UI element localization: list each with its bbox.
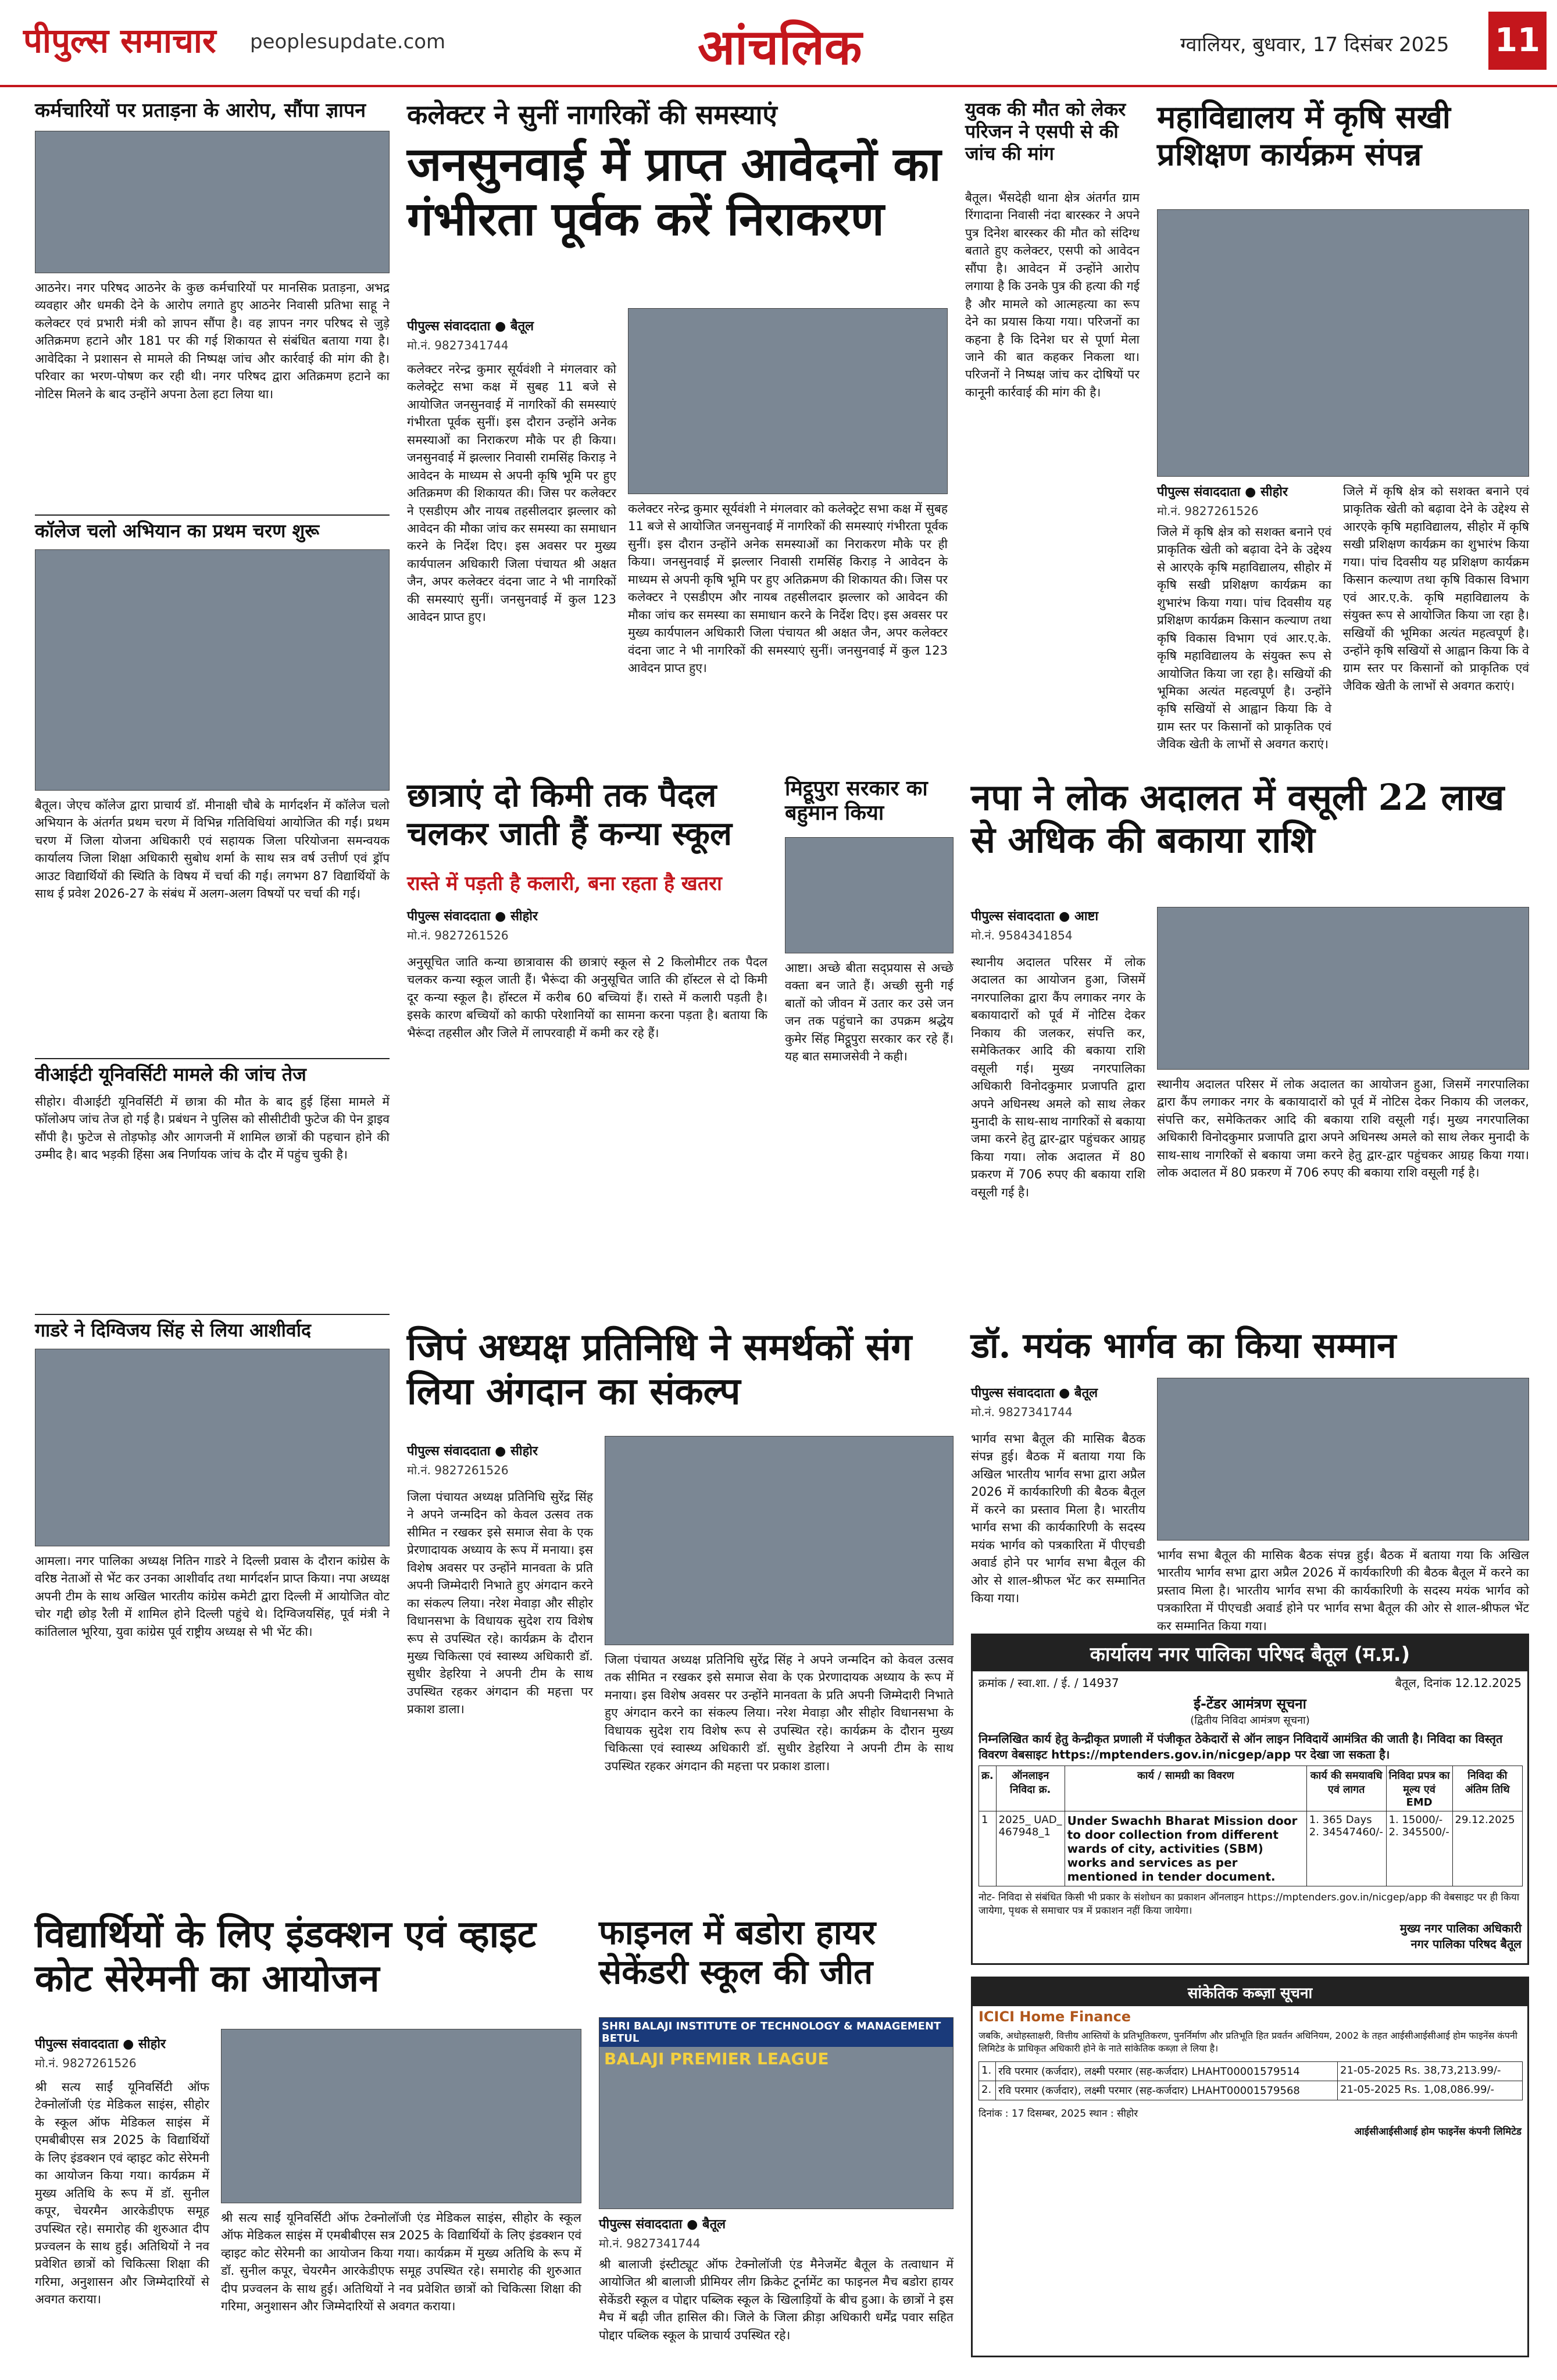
tender-note: नोट- निविदा से संबंधित किसी भी प्रकार के संशोधन का प्रकाशन ऑनलाइन https://mptenders.gov.in/nicgep/app की वेबसाइट पर ही किया जायेगा, पृथक से समाचार पत्र में प्रकाशन नहीं किया जायेगा।	[979, 1892, 1520, 1917]
story5-mobile: मो.नं. 9827341744	[407, 338, 509, 352]
story11-headline: जिपं अध्यक्ष प्रतिनिधि ने समर्थकों संग लिया अंगदान का संकल्प	[407, 1325, 912, 1413]
story11-photo	[605, 1436, 954, 1645]
classified-footer: दिनांक : 17 दिसम्बर, 2025 स्थान : सीहोर	[979, 2107, 1138, 2120]
tender-cell: 1. 365 Days 2. 34547460/-	[1306, 1811, 1386, 1886]
story6-body: बैतूल। भैंसदेही थाना क्षेत्र अंतर्गत ग्राम रिंगादाना निवासी नंदा बारस्कर ने अपने पुत्र दिनेश बारस्कर की मौत को संदिग्ध बताते हुए कलेक्टर, एसपी को आवेदन सौंपा है। आवेदन में उन्होंने आरोप लगाया है कि उनके पुत्र की हत्या की गई है और मामले को आत्महत्या का रूप देने का प्रयास किया गया। परिजनों का कहना है कि दिनेश घर से पूर्णा मेला जाने की बात कहकर निकला था। परिजनों ने निष्पक्ष जांच कर दोषियों पर कानूनी कार्रवाई की मांग की है।	[965, 191, 1140, 399]
story5-headline: जनसुनवाई में प्राप्त आवेदनों का गंभीरता पूर्वक करें निराकरण	[407, 137, 941, 246]
icici-logo: ICICI Home Finance	[979, 2009, 1131, 2025]
story8-headline: छात्राएं दो किमी तक पैदल चलकर जाती हैं कन्या स्कूल	[407, 776, 732, 853]
story13-body: श्री सत्य साईं यूनिवर्सिटी ऑफ टेक्नोलॉजी एंड मेडिकल साइंस, सीहोर के स्कूल ऑफ मेडिकल साइंस में एमबीबीएस सत्र 2025 के विद्यार्थियों के लिए इंडक्शन एवं व्हाइट कोट सेरेमनी का आयोजन किया गया। कार्यक्रम में मुख्य अतिथि के रूप में डॉ. सुनील कपूर, चेयरमैन आरकेडीएफ समूह उपस्थित रहे। समारोह की शुरुआत दीप प्रज्वलन के साथ हुई। अतिथियों ने नव प्रवेशित छात्रों को चिकित्सा शिक्षा की गरिमा, अनुशासन और जिम्मेदारियों से अवगत कराया।	[35, 2080, 209, 2307]
story2-headline: कॉलेज चलो अभियान का प्रथम चरण शुरू	[35, 520, 320, 542]
story8-body: अनुसूचित जाति कन्या छात्रावास की छात्राएं स्कूल से 2 किलोमीटर तक पैदल चलकर कन्या स्कूल जाती हैं। भैरूंदा की अनुसूचित जाति की हॉस्टल से दो किमी दूर कन्या स्कूल है। हॉस्टल में करीब 60 बच्चियां हैं। रास्ते में कलारी पड़ती है। इसके कारण बच्चियों को काफी परेशानियों का सामना करना पड़ता है। बताया कि भैरूंदा तहसील और जिले में लापरवाही में कमी कर रहे हैं।	[407, 955, 767, 1040]
tender-col: क्र.	[979, 1766, 997, 1811]
tender-date: बैतूल, दिनांक 12.12.2025	[1395, 1676, 1522, 1690]
classified-cell: 2.	[979, 2081, 996, 2100]
story3-headline: वीआईटी यूनिवर्सिटी मामले की जांच तेज	[35, 1063, 306, 1085]
story1-photo	[35, 131, 390, 273]
story12-headline: डॉ. मयंक भार्गव का किया सम्मान	[971, 1325, 1397, 1366]
tender-col: निविदा प्रपत्र का मूल्य एवं EMD	[1386, 1766, 1452, 1811]
story7-photo	[1157, 209, 1529, 477]
story12-photo	[1157, 1378, 1529, 1541]
story12-body: भार्गव सभा बैतूल की मासिक बैठक संपन्न हुई। बैठक में बताया गया कि अखिल भारतीय भार्गव सभा द्वारा अप्रैल 2026 में कार्यकारिणी की बैठक बैतूल में करने का प्रस्ताव मिला है। भारतीय भार्गव सभा की कार्यकारिणी के सदस्य मयंक भार्गव को पत्रकारिता में पीएचडी अवार्ड होने पर भार्गव सभा बैतूल की ओर से शाल-श्रीफल भेंट कर सम्मानित किया गया।	[971, 1432, 1145, 1605]
classified-cell: 21-05-2025 Rs. 38,73,213.99/-	[1338, 2061, 1523, 2081]
classified-sign: आईसीआईसीआई होम फाइनेंस कंपनी लिमिटेड	[1354, 2125, 1522, 2138]
classified-cell: 21-05-2025 Rs. 1,08,086.99/-	[1338, 2081, 1523, 2100]
story7-mobile: मो.नं. 9827261526	[1157, 504, 1259, 518]
story10-body: स्थानीय अदालत परिसर में लोक अदालत का आयोजन हुआ, जिसमें नगरपालिका द्वारा कैंप लगाकर नगर के बकायादारों को पूर्व में नोटिस देकर निकाय की जलकर, संपत्ति कर, समेकितकर आदि की बकाया राशि वसूली गई। मुख्य नगरपालिका अधिकारी विनोदकुमार प्रजापति द्वारा अपने अधिनस्थ अमले को साथ लेकर मुनादी के साथ-साथ नागरिकों से बकाया जमा करने हेतु द्वार-द्वार पहुंचकर आग्रह किया गया। लोक अदालत में 80 प्रकरण में 706 रुपए की बकाया राशि वसूली गई है।	[971, 955, 1145, 1199]
story6-headline: युवक की मौत को लेकर परिजन ने एसपी से की जांच की मांग	[965, 98, 1126, 165]
story14-photo	[599, 2017, 954, 2209]
story7-byline: पीपुल्स संवाददाता ● सीहोर	[1157, 485, 1288, 499]
story8-byline: पीपुल्स संवाददाता ● सीहोर	[407, 909, 538, 924]
story5-body: कलेक्टर नरेन्द्र कुमार सूर्यवंशी ने मंगलवार को कलेक्ट्रेट सभा कक्ष में सुबह 11 बजे से आयोजित जनसुनवाई में नागरिकों की समस्याएं गंभीरता पूर्वक सुनीं। इस दौरान उन्होंने अनेक समस्याओं का निराकरण मौके पर ही किया। जनसुनवाई में झल्लार निवासी रामसिंह किराड़ ने आवेदन के माध्यम से अपनी कृषि भूमि पर हुए अतिक्रमण की शिकायत की। जिस पर कलेक्टर ने एसडीएम और नायब तहसीलदार झल्लार को आवेदन की मौका जांच कर समस्या का समाधान करने के निर्देश दिए। इस अवसर पर मुख्य कार्यपालन अधिकारी जिला पंचायत श्री अक्षत जैन, अपर कलेक्टर वंदना जाट ने भी नागरिकों की समस्याएं सुनीं। जनसुनवाई में कुल 123 आवेदन प्राप्त हुए।	[407, 362, 616, 624]
story8-mobile: मो.नं. 9827261526	[407, 928, 509, 942]
story14-body: श्री बालाजी इंस्टीट्यूट ऑफ टेक्नोलॉजी एंड मैनेजमेंट बैतूल के तत्वाधान में आयोजित श्री बालाजी प्रीमियर लीग क्रिकेट टूर्नामेंट का फाइनल मैच बडोरा हायर सेकेंडरी स्कूल व पोद्दार पब्लिक स्कूल के खिलाड़ियों के बीच हुआ। के छात्रों ने इस मैच में बढ़ी जीत हासिल की। जिले के जिला क्रीड़ा अधिकारी धर्मेंद्र पवार सहित पोद्दार पब्लिक स्कूल के प्राचार्य उपस्थित रहे।	[599, 2257, 954, 2342]
tender-table	[979, 1766, 1523, 1886]
classified-cell: रवि परमार (कर्जदार), लक्ष्मी परमार (सह-कर्जदार) LHAHT00001579568	[996, 2081, 1338, 2100]
story9-body: आष्टा। अच्छे बीता सद्प्रयास से अच्छे वक्ता बन जाते हैं। अच्छी सुनी गई बातों को जीवन में उतार कर उसे जन जन तक पहुंचाने का उपक्रम श्रद्धेय कुमेर सिंह मिट्ठूपुरा सरकार कर रहे हैं। यह बात समाजसेवी ने कही।	[785, 961, 954, 1064]
tender-col: कार्य की समयावधि एवं लागत	[1306, 1766, 1386, 1811]
story13-byline: पीपुल्स संवाददाता ● सीहोर	[35, 2037, 166, 2052]
story14-byline: पीपुल्स संवाददाता ● बैतूल	[599, 2217, 726, 2232]
tender-col: कार्य / सामग्री का विवरण	[1065, 1766, 1306, 1811]
table-row	[979, 2081, 1523, 2100]
story9-photo	[785, 837, 954, 953]
story10-mobile: मो.नं. 9584341854	[971, 928, 1073, 942]
table-row	[979, 1811, 1523, 1886]
tender-cell: 1	[979, 1811, 997, 1886]
story8-subhead: रास्ते में पड़ती है कलारी, बना रहता है खतरा	[407, 872, 722, 895]
classified-title: सांकेतिक कब्ज़ा सूचना	[973, 1978, 1527, 2006]
tender-cell: 1. 15000/- 2. 345500/-	[1386, 1811, 1452, 1886]
tender-cell: 2025_ UAD_ 467948_1	[996, 1811, 1065, 1886]
story10-byline: पीपुल्स संवाददाता ● आष्टा	[971, 909, 1099, 924]
story13-mobile: मो.नं. 9827261526	[35, 2056, 137, 2070]
story2-photo	[35, 549, 390, 791]
story11-body-continued: जिला पंचायत अध्यक्ष प्रतिनिधि सुरेंद्र सिंह ने अपने जन्मदिन को केवल उत्सव तक सीमित न रखकर इसे समाज सेवा के एक प्रेरणादायक अध्याय के रूप में मनाया। इस विशेष अवसर पर उन्होंने मानवता के प्रति अपनी जिम्मेदारी निभाते हुए अंगदान करने का संकल्प लिया। नरेश मेवाड़ा और सीहोर विधानसभा के विधायक सुदेश राय विशेष रूप से उपस्थित रहे। कार्यक्रम के दौरान मुख्य चिकित्सा एवं स्वास्थ्य अधिकारी डॉ. सुधीर डेहरिया ने अपनी टीम के साथ उपस्थित रहकर अंगदान की महत्ता पर प्रकाश डाला।	[605, 1653, 954, 1773]
story11-byline: पीपुल्स संवाददाता ● सीहोर	[407, 1444, 538, 1459]
tender-sign1: मुख्य नगर पालिका अधिकारी	[1399, 1921, 1522, 1935]
story5-photo	[628, 308, 948, 494]
story12-mobile: मो.नं. 9827341744	[971, 1405, 1073, 1419]
tender-title: कार्यालय नगर पालिका परिषद बैतूल (म.प्र.)	[973, 1635, 1527, 1671]
story1-body: आठनेर। नगर परिषद आठनेर के कुछ कर्मचारियों पर मानसिक प्रताड़ना, अभद्र व्यवहार और धमकी देने के आरोप लगाते हुए आठनेर निवासी प्रतिभा साहू ने कलेक्टर एवं प्रभारी मंत्री को ज्ञापन सौंपा है। वह ज्ञापन नगर परिषद से जुड़े अतिक्रमण हटाने और 181 पर की गई शिकायत से संबंधित बताया गया है। आवेदिका ने प्रशासन से मामले की निष्पक्ष जांच और कार्रवाई की मांग की है। परिवार का भरण-पोषण कर रही थी। नगर परिषद द्वारा अतिक्रमण हटाने का नोटिस मिलने के बाद उन्होंने अपना ठेला हटा लिया था।	[35, 281, 390, 401]
page-number: 11	[1488, 12, 1547, 70]
story9-headline: मिट्ठूपुरा सरकार का बहुमान किया	[785, 776, 928, 826]
section-title: आंचलिक	[698, 18, 862, 76]
story4-headline: गाडरे ने दिग्विजय सिंह से लिया आशीर्वाद	[35, 1319, 311, 1341]
dateline: ग्वालियर, बुधवार, 17 दिसंबर 2025	[1180, 33, 1449, 56]
classified-cell: 1.	[979, 2061, 996, 2081]
story7-headline: महाविद्यालय में कृषि सखी प्रशिक्षण कार्यक्रम संपन्न	[1157, 98, 1451, 173]
story14-banner: SHRI BALAJI INSTITUTE OF TECHNOLOGY & MANAGEMENT BETUL	[599, 2018, 953, 2047]
story11-body: जिला पंचायत अध्यक्ष प्रतिनिधि सुरेंद्र सिंह ने अपने जन्मदिन को केवल उत्सव तक सीमित न रखकर इसे समाज सेवा के एक प्रेरणादायक अध्याय के रूप में मनाया। इस विशेष अवसर पर उन्होंने मानवता के प्रति अपनी जिम्मेदारी निभाते हुए अंगदान करने का संकल्प लिया। नरेश मेवाड़ा और सीहोर विधानसभा के विधायक सुदेश राय विशेष रूप से उपस्थित रहे। कार्यक्रम के दौरान मुख्य चिकित्सा एवं स्वास्थ्य अधिकारी डॉ. सुधीर डेहरिया ने अपनी टीम के साथ उपस्थित रहकर अंगदान की महत्ता पर प्रकाश डाला।	[407, 1490, 593, 1717]
story10-headline: नपा ने लोक अदालत में वसूली 22 लाख से अधिक की बकाया राशि	[971, 776, 1505, 862]
story12-byline: पीपुल्स संवाददाता ● बैतूल	[971, 1386, 1098, 1400]
story13-body-continued: श्री सत्य साईं यूनिवर्सिटी ऑफ टेक्नोलॉजी एंड मेडिकल साइंस, सीहोर के स्कूल ऑफ मेडिकल साइंस में एमबीबीएस सत्र 2025 के विद्यार्थियों के लिए इंडक्शन एवं व्हाइट कोट सेरेमनी का आयोजन किया गया। कार्यक्रम में मुख्य अतिथि के रूप में डॉ. सुनील कपूर, चेयरमैन आरकेडीएफ समूह उपस्थित रहे। समारोह की शुरुआत दीप प्रज्वलन के साथ हुई। अतिथियों ने नव प्रवेशित छात्रों को चिकित्सा शिक्षा की गरिमा, अनुशासन और जिम्मेदारियों से अवगत कराया।	[221, 2211, 581, 2314]
story13-photo	[221, 2029, 581, 2203]
classified-notice	[971, 1977, 1529, 2357]
story11-mobile: मो.नं. 9827261526	[407, 1463, 509, 1477]
story5-kicker: कलेक्टर ने सुनीं नागरिकों की समस्याएं	[407, 99, 777, 130]
classified-body: जबकि, अधोहस्ताक्षरी, वित्तीय आस्तियों के प्रतिभूतिकरण, पुनर्निर्माण और प्रतिभूति हित प्रवर्तन अधिनियम, 2002 के तहत आईसीआईसीआई होम फाइनेंस कंपनी लिमिटेड के प्राधिकृत अधिकारी होने के नाते सांकेतिक कब्ज़ा ले लिया है।	[979, 2030, 1517, 2054]
divider	[35, 1058, 390, 1059]
tender-cell: 29.12.2025	[1452, 1811, 1522, 1886]
tender-notice	[971, 1634, 1529, 1965]
classified-table	[979, 2061, 1523, 2100]
story14-headline: फाइनल में बडोरा हायर सेकेंडरी स्कूल की जीत	[599, 1913, 876, 1992]
newspaper-logo: पीपुल्स समाचार	[23, 21, 216, 60]
website-link[interactable]: peoplesupdate.com	[250, 30, 446, 53]
story2-body: बैतूल। जेएच कॉलेज द्वारा प्राचार्य डॉ. मीनाक्षी चौबे के मार्गदर्शन में कॉलेज चलो अभियान के अंतर्गत प्रथम चरण में विभिन्न गतिविधियां आयोजित की गईं। प्रथम चरण में जिला योजना अधिकारी एवं सहायक जिला परियोजना समन्वयक कार्यालय जिला शिक्षा अधिकारी सुबोध शर्मा के साथ सत्र वर्ष उत्तीर्ण एवं ड्रॉप आउट विद्यार्थियों की स्थिति के विषय में चर्चा की गई। लगभग 87 विद्यार्थियों के साथ ई प्रवेश 2026-27 के संबंध में अलग-अलग विषयों पर चर्चा की गई।	[35, 798, 390, 901]
story10-photo	[1157, 907, 1529, 1070]
tender-cell: Under Swachh Bharat Mission door to door collection from different wards of city, activities (SBM) works and services as per mentioned in tender document.	[1065, 1811, 1306, 1886]
story4-photo	[35, 1349, 390, 1546]
story5-body-continued: कलेक्टर नरेन्द्र कुमार सूर्यवंशी ने मंगलवार को कलेक्ट्रेट सभा कक्ष में सुबह 11 बजे से आयोजित जनसुनवाई में नागरिकों की समस्याएं गंभीरता पूर्वक सुनीं। इस दौरान उन्होंने अनेक समस्याओं का निराकरण मौके पर ही किया। जनसुनवाई में झल्लार निवासी रामसिंह किराड़ ने आवेदन के माध्यम से अपनी कृषि भूमि पर हुए अतिक्रमण की शिकायत की। जिस पर कलेक्टर ने एसडीएम और नायब तहसीलदार झल्लार को आवेदन की मौका जांच कर समस्या का समाधान करने के निर्देश दिए। इस अवसर पर मुख्य कार्यपालन अधिकारी जिला पंचायत श्री अक्षत जैन, अपर कलेक्टर वंदना जाट ने भी नागरिकों की समस्याएं सुनीं। जनसुनवाई में कुल 123 आवेदन प्राप्त हुए।	[628, 502, 948, 675]
story14-banner2: BALAJI PREMIER LEAGUE	[604, 2049, 829, 2068]
tender-ref: क्रमांक / स्वा.शा. / ई. / 14937	[979, 1676, 1119, 1690]
story14-mobile: मो.नं. 9827341744	[599, 2236, 701, 2250]
story7-body-continued: जिले में कृषि क्षेत्र को सशक्त बनाने एवं प्राकृतिक खेती को बढ़ावा देने के उद्देश्य से आरएके कृषि महाविद्यालय, सीहोर में कृषि सखी प्रशिक्षण कार्यक्रम का शुभारंभ किया गया। पांच दिवसीय यह प्रशिक्षण कार्यक्रम किसान कल्याण तथा कृषि विकास विभाग एवं आर.ए.के. कृषि महाविद्यालय के संयुक्त रूप से आयोजित किया जा रहा है। सखियों की भूमिका अत्यंत महत्वपूर्ण है। उन्होंने कृषि सखियों से आह्वान किया कि वे ग्राम स्तर पर किसानों को प्राकृतिक एवं जैविक खेती के लाभों से अवगत कराएं।	[1343, 484, 1529, 693]
tender-subtitle2: (द्वितीय निविदा आमंत्रण सूचना)	[1190, 1714, 1310, 1727]
tender-subtitle: ई-टेंडर आमंत्रण सूचना	[1194, 1696, 1306, 1712]
story5-byline: पीपुल्स संवाददाता ● बैतूल	[407, 319, 534, 334]
divider	[35, 514, 390, 516]
story12-body-continued: भार्गव सभा बैतूल की मासिक बैठक संपन्न हुई। बैठक में बताया गया कि अखिल भारतीय भार्गव सभा द्वारा अप्रैल 2026 में कार्यकारिणी की बैठक बैतूल में करने का प्रस्ताव मिला है। भारतीय भार्गव सभा की कार्यकारिणी के सदस्य मयंक भार्गव को पत्रकारिता में पीएचडी अवार्ड होने पर भार्गव सभा बैतूल की ओर से शाल-श्रीफल भेंट कर सम्मानित किया गया।	[1157, 1548, 1529, 1633]
story7-body: जिले में कृषि क्षेत्र को सशक्त बनाने एवं प्राकृतिक खेती को बढ़ावा देने के उद्देश्य से आरएके कृषि महाविद्यालय, सीहोर में कृषि सखी प्रशिक्षण कार्यक्रम का शुभारंभ किया गया। पांच दिवसीय यह प्रशिक्षण कार्यक्रम किसान कल्याण तथा कृषि विकास विभाग एवं आर.ए.के. कृषि महाविद्यालय के संयुक्त रूप से आयोजित किया जा रहा है। सखियों की भूमिका अत्यंत महत्वपूर्ण है। उन्होंने कृषि सखियों से आह्वान किया कि वे ग्राम स्तर पर किसानों को प्राकृतिक एवं जैविक खेती के लाभों से अवगत कराएं।	[1157, 525, 1331, 752]
table-row	[979, 2061, 1523, 2081]
classified-cell: रवि परमार (कर्जदार), लक्ष्मी परमार (सह-कर्जदार) LHAHT00001579514	[996, 2061, 1338, 2081]
story4-body: आमला। नगर पालिका अध्यक्ष नितिन गाडरे ने दिल्ली प्रवास के दौरान कांग्रेस के वरिष्ठ नेताओं से भेंट कर उनका आशीर्वाद तथा मार्गदर्शन प्राप्त किया। नपा अध्यक्ष अपनी टीम के साथ अखिल भारतीय कांग्रेस कमेटी द्वारा दिल्ली में आयोजित वोट चोर गद्दी छोड़ रैली में शामिल होने दिल्ली पहुंचे थे। दिग्विजयसिंह, पूर्व मंत्री ने कांतिलाल भूरिया, युवा कांग्रेस पूर्व राष्ट्रीय अध्यक्ष से भी भेंट की।	[35, 1554, 390, 1639]
tender-col: ऑनलाइन निविदा क्र.	[996, 1766, 1065, 1811]
story3-body: सीहोर। वीआईटी यूनिवर्सिटी में छात्रा की मौत के बाद हुई हिंसा मामले में फॉलोअप जांच तेज हो गई है। प्रबंधन ने पुलिस को सीसीटीवी फुटेज की पेन ड्राइव सौंपी है। फुटेज से तोड़फोड़ और आगजनी में शामिल छात्रों की पहचान होने की उम्मीद है। बाद भड़की हिंसा अब निर्णायक जांच के दौर में पहुंच चुकी है।	[35, 1095, 390, 1162]
tender-intro: निम्नलिखित कार्य हेतु केन्द्रीकृत प्रणाली में पंजीकृत ठेकेदारों से ऑन लाइन निविदायें आमंत्रित की जाती है। निविदा का विस्तृत विवरण वेबसाइट https://mptenders.gov.in/nicgep/app पर देखा जा सकता है।	[979, 1732, 1503, 1761]
story13-headline: विद्यार्थियों के लिए इंडक्शन एवं व्हाइट कोट सेरेमनी का आयोजन	[35, 1913, 536, 2000]
story1-headline: कर्मचारियों पर प्रताड़ना के आरोप, सौंपा ज्ञापन	[35, 99, 366, 122]
tender-col: निविदा की अंतिम तिथि	[1452, 1766, 1522, 1811]
divider	[35, 1314, 390, 1315]
story10-body-continued: स्थानीय अदालत परिसर में लोक अदालत का आयोजन हुआ, जिसमें नगरपालिका द्वारा कैंप लगाकर नगर के बकायादारों को पूर्व में नोटिस देकर निकाय की जलकर, संपत्ति कर, समेकितकर आदि की बकाया राशि वसूली गई। मुख्य नगरपालिका अधिकारी विनोदकुमार प्रजापति द्वारा अपने अधिनस्थ अमले को साथ लेकर मुनादी के साथ-साथ नागरिकों से बकाया जमा करने हेतु द्वार-द्वार पहुंचकर आग्रह किया गया। लोक अदालत में 80 प्रकरण में 706 रुपए की बकाया राशि वसूली गई है।	[1157, 1077, 1529, 1180]
tender-sign2: नगर पालिका परिषद बैतूल	[1410, 1937, 1522, 1951]
